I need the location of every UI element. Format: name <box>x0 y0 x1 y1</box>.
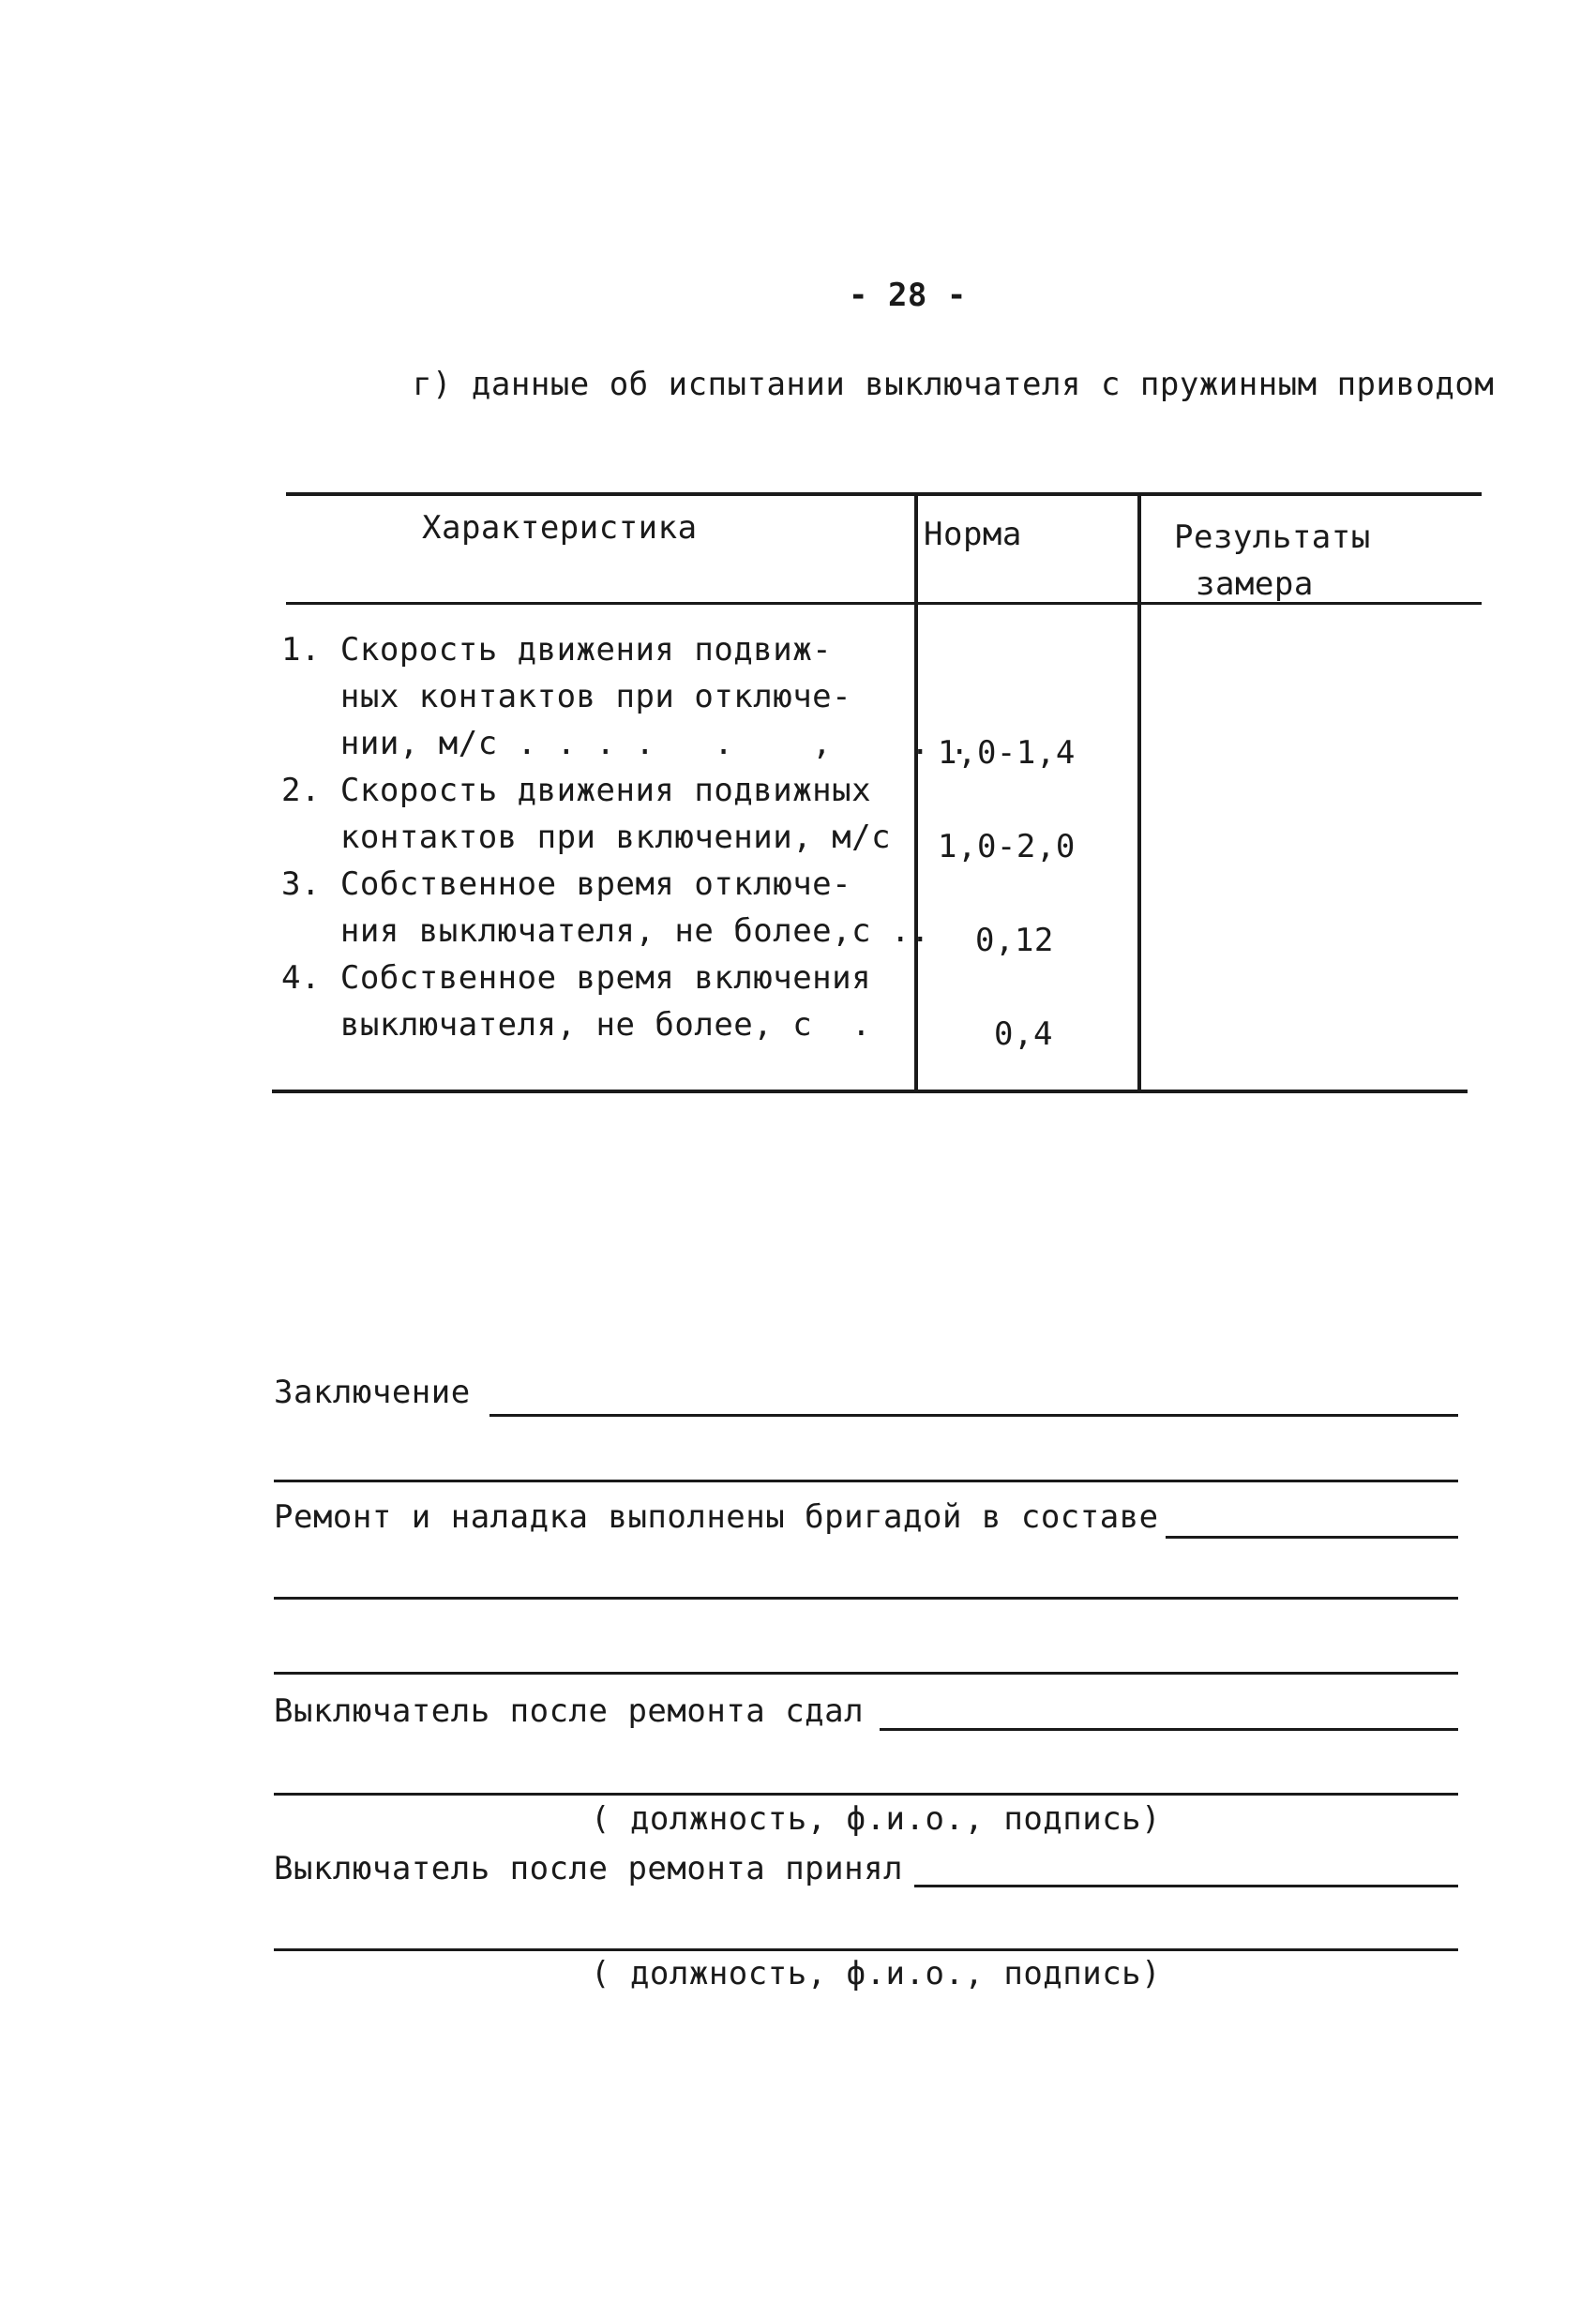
row-1-norm: 1,0-1,4 <box>938 734 1076 772</box>
conclusion-label: Заключение <box>274 1374 471 1411</box>
repair-crew-field-line-2[interactable] <box>274 1597 1458 1600</box>
header-norm: Норма <box>924 516 1022 553</box>
repair-crew-label: Ремонт и наладка выполнены бригадой в составе <box>274 1498 1159 1536</box>
table-column-divider-2 <box>1137 492 1141 1092</box>
table-column-divider-1 <box>914 492 918 1092</box>
repair-crew-field-line-3[interactable] <box>274 1672 1458 1675</box>
section-title: г) данные об испытании выключателя с пружинным приводом <box>413 366 1495 403</box>
page-number: - 28 - <box>849 277 967 314</box>
header-result-line1: Результаты <box>1174 519 1371 556</box>
row-1-line-2: ных контактов при отключе- <box>281 678 852 715</box>
row-4-norm: 0,4 <box>994 1015 1053 1053</box>
accepted-field-line[interactable] <box>914 1885 1458 1887</box>
row-1-line-1: 1. Скорость движения подвиж- <box>281 631 833 669</box>
header-characteristic: Характеристика <box>422 509 698 547</box>
header-result-line2: замера <box>1196 565 1314 603</box>
handed-over-label: Выключатель после ремонта сдал <box>274 1692 865 1730</box>
conclusion-field-line-2[interactable] <box>274 1480 1458 1482</box>
row-4-line-2: выключателя, не более, с . <box>281 1006 872 1044</box>
signature-caption-2: ( должность, ф.и.о., подпись) <box>591 1955 1162 1992</box>
repair-crew-field-line[interactable] <box>1166 1536 1458 1539</box>
row-2-line-2: контактов при включении, м/с <box>281 819 892 856</box>
table-top-rule <box>286 492 1482 496</box>
row-1-line-3: нии, м/с . . . . . , . . <box>281 725 970 762</box>
row-2-norm: 1,0-2,0 <box>938 828 1076 865</box>
table-bottom-rule <box>272 1090 1468 1093</box>
conclusion-field-line[interactable] <box>489 1414 1458 1417</box>
handed-over-field-line[interactable] <box>880 1728 1458 1731</box>
row-2-line-1: 2. Скорость движения подвижных <box>281 772 872 809</box>
row-4-line-1: 4. Собственное время включения <box>281 959 872 997</box>
accepted-label: Выключатель после ремонта принял <box>274 1850 904 1887</box>
signature-caption-1: ( должность, ф.и.о., подпись) <box>591 1800 1162 1838</box>
row-3-line-2: ния выключателя, не более,с .. <box>281 912 931 950</box>
row-3-norm: 0,12 <box>975 922 1054 959</box>
row-3-line-1: 3. Собственное время отключе- <box>281 865 852 903</box>
